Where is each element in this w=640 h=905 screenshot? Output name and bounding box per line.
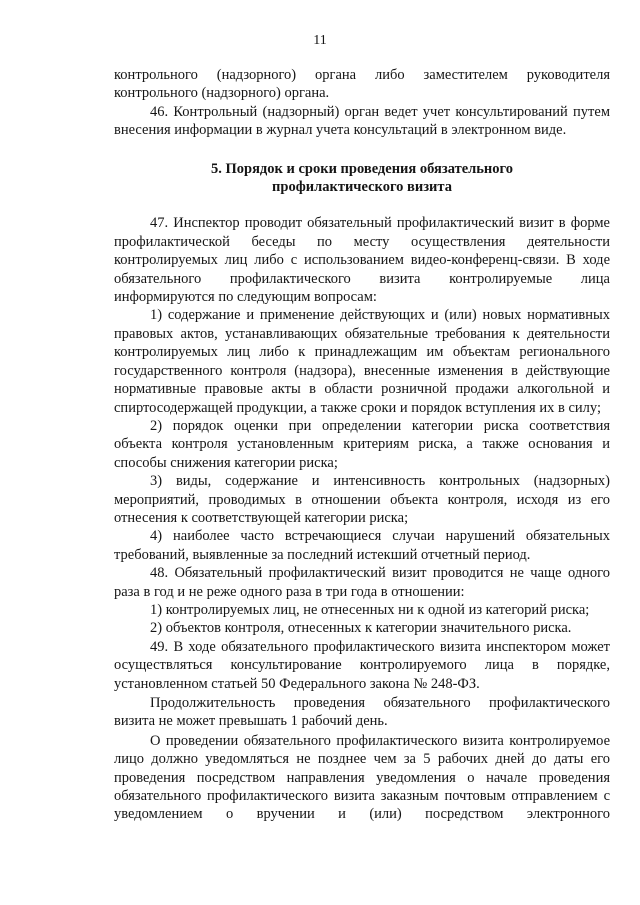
paragraph-46: 46. Контрольный (надзорный) орган ведет учет консультирований путем внесения информации в журнал учета консультаций в электронном виде. bbox=[114, 103, 610, 139]
paragraph-48: 48. Обязательный профилактический визит проводится не чаще одного раза в год и не реже одного раза в три года в отношении: bbox=[114, 565, 610, 600]
paragraph-47-item-2: 2) порядок оценки при определении категории риска соответствия объекта контроля установленным критериям риска, а также основания и способы снижения категории риска; bbox=[114, 417, 610, 471]
paragraph-47-item-4: 4) наиболее часто встречающиеся случаи нарушений обязательных требований, выявленные за последний истекший отчетный период. bbox=[114, 528, 610, 563]
paragraph-49-duration: Продолжительность проведения обязательного профилактического визита не может превышать 1 рабочий день. bbox=[114, 695, 610, 730]
paragraph-47-item-3: 3) виды, содержание и интенсивность контрольных (надзорных) мероприятий, проводимых в отношении объекта контроля, исходя из его отнесения к соответствующей категории риска; bbox=[114, 473, 610, 526]
paragraph-continuation: контрольного (надзорного) органа либо заместителем руководителя контрольного (надзорного) органа. bbox=[114, 67, 610, 102]
paragraph-47: 47. Инспектор проводит обязательный профилактический визит в форме профилактической беседы по месту осуществления деятельности контролируемых лиц либо с использованием видео-конференц-связи. В ходе обязательного профилактического визита контролируемые лица информируются по следующим вопросам: bbox=[114, 215, 610, 306]
section-heading bbox=[114, 160, 610, 197]
paragraph-47-item-1: 1) содержание и применение действующих и (или) новых нормативных правовых актов, устанавливающих обязательные требования к деятельности контролируемых лиц либо к принадлежащим им объектам регионального государственного контроля (надзора), внесенные изменения в действующие нормативные правовые акты в области розничной продажи алкогольной и спиртосодержащей продукции, а также сроки и порядок вступления их в силу; bbox=[114, 307, 610, 416]
page-number: 11 bbox=[313, 33, 327, 48]
paragraph-48-item-1: 1) контролируемых лиц, не отнесенных ни к одной из категорий риска; bbox=[150, 601, 590, 618]
paragraph-48-item-2: 2) объектов контроля, отнесенных к категории значительного риска. bbox=[150, 620, 572, 637]
section-heading-line-1: 5. Порядок и сроки проведения обязательного bbox=[210, 160, 514, 177]
section-heading-line-2: профилактического визита bbox=[272, 179, 452, 196]
paragraph-49-notice: О проведении обязательного профилактического визита контролируемое лицо должно уведомляться не позднее чем за 5 рабочих дней до даты его проведения посредством направления уведомления о начале проведения обязательного профилактического визита заказным почтовым отправлением с уведомлением о вручении и (или) посредством электронного bbox=[114, 732, 610, 823]
document-body bbox=[114, 66, 610, 824]
paragraph-49: 49. В ходе обязательного профилактического визита инспектором может осуществляться консультирование контролируемого лица в порядке, установленном статьей 50 Федерального закона № 248-ФЗ. bbox=[114, 638, 610, 692]
